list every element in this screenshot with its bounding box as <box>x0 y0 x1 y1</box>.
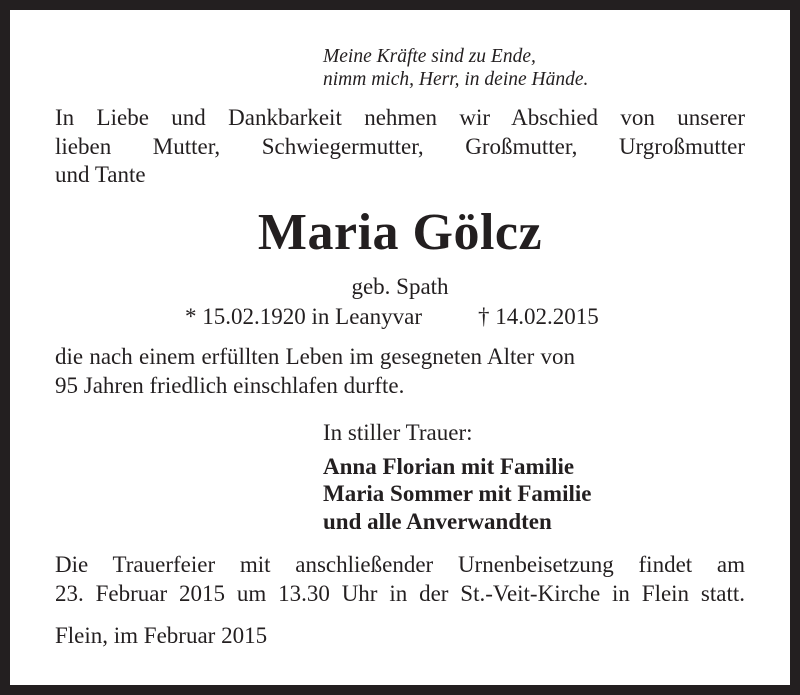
motto-line: Meine Kräfte sind zu Ende, <box>323 46 536 67</box>
intro-line: und Tante <box>55 162 146 187</box>
mourning-label: In stiller Trauer: <box>323 420 473 445</box>
motto-line: nimm mich, Herr, in deine Hände. <box>323 69 589 90</box>
birth-date: * 15.02.1920 in Leanyvar <box>185 304 422 329</box>
funeral-line: Die Trauerfeier mit anschließender Urnenbeisetzung findet am <box>55 552 745 577</box>
funeral-line: 23. Februar 2015 um 13.30 Uhr in der St.-Veit-Kirche in Flein statt. <box>55 581 745 606</box>
intro-line: lieben Mutter, Schwiegermutter, Großmutter, Urgroßmutter <box>55 134 745 159</box>
life-line: 95 Jahren friedlich einschlafen durfte. <box>55 373 405 398</box>
life-line: die nach einem erfüllten Leben im gesegneten Alter von <box>55 344 576 369</box>
maiden-name: geb. Spath <box>351 274 449 299</box>
mourner: Maria Sommer mit Familie <box>323 481 592 506</box>
place-date: Flein, im Februar 2015 <box>55 623 268 648</box>
intro-line: In Liebe und Dankbarkeit nehmen wir Abschied von unserer <box>55 105 745 130</box>
obituary-notice <box>10 10 790 685</box>
mourner: Anna Florian mit Familie <box>323 454 575 479</box>
mourner: und alle Anverwandten <box>323 509 552 534</box>
deceased-name: Maria Gölcz <box>257 204 543 261</box>
death-date: † 14.02.2015 <box>478 304 599 329</box>
